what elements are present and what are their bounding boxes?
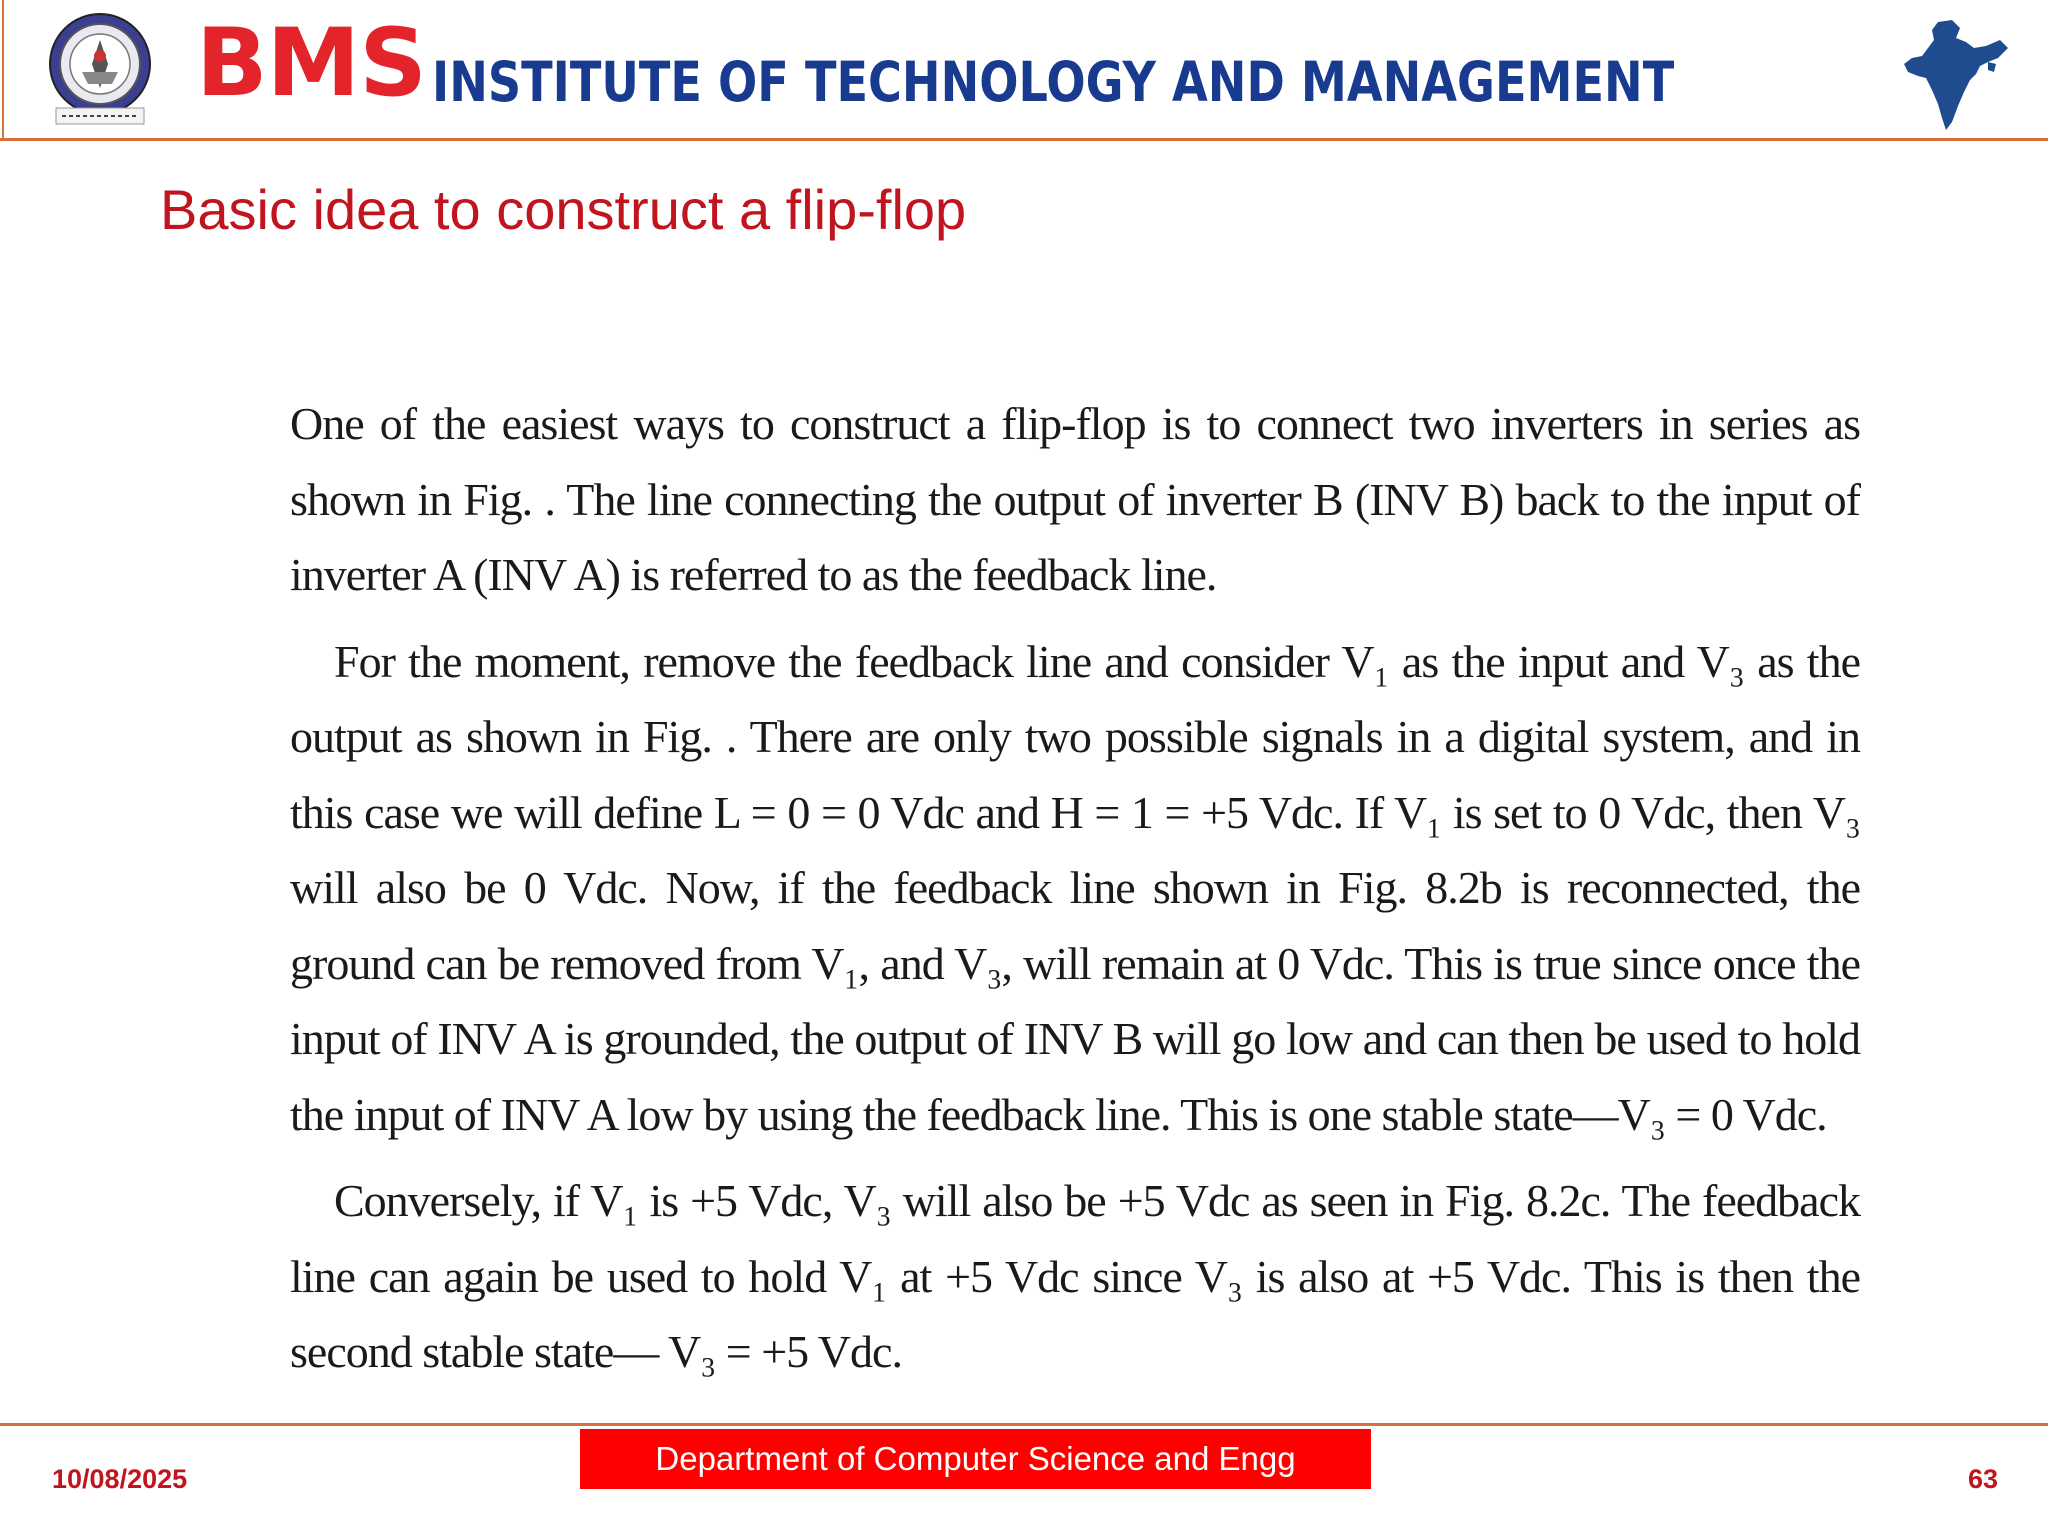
paragraph-1: One of the easiest ways to construct a flip-flop is to connect two inverters in series as shown in Fig. . The line connecting the output of inverter B (INV B) back to the input of inverter A (INV A) is referred to as the feedback line. — [290, 398, 1860, 600]
institute-name: INSTITUTE OF TECHNOLOGY AND MANAGEMENT — [432, 50, 1675, 114]
paragraph-2: For the moment, remove the feedback line and consider V₁ as the input and V₃ as the output as shown in Fig. . There are only two possible signals in a digital system, and in this case we will define L = 0 = 0 Vdc and H = 1 = +5 Vdc. If V₁ is set to 0 Vdc, then V₃ will also be 0 Vdc. Now, if the feedback line shown in Fig. 8.2b is reconnected, the ground can be removed from V₁, and V₃, will remain at 0 Vdc. This is true since once the input of INV A is grounded, the output of INV B will go low and can then be used to hold the input of INV A low by using the feedback line. This is one stable state—V₃ = 0 Vdc. — [290, 635, 1860, 1140]
header-left-divider — [2, 0, 4, 140]
slide-title: Basic idea to construct a flip-flop — [160, 178, 967, 241]
page-number: 63 — [1967, 1464, 1998, 1494]
footer-date: 10/08/2025 — [52, 1464, 188, 1494]
paragraph-3: Conversely, if V₁ is +5 Vdc, V₃ will also be +5 Vdc as seen in Fig. 8.2c. The feedback line can again be used to hold V₁ at +5 Vdc since V₃ is also at +5 Vdc. This is then the second stable state— V₃ = +5 Vdc. — [290, 1175, 1860, 1377]
header — [0, 0, 2048, 140]
india-map-icon — [1900, 18, 2012, 134]
college-seal-logo — [38, 12, 174, 128]
brand-name: BMS — [196, 9, 426, 118]
header-divider — [0, 138, 2048, 141]
footer-department: Department of Computer Science and Engg — [580, 1429, 1371, 1489]
footer-divider — [0, 1423, 2048, 1426]
body-text — [290, 386, 1860, 1390]
